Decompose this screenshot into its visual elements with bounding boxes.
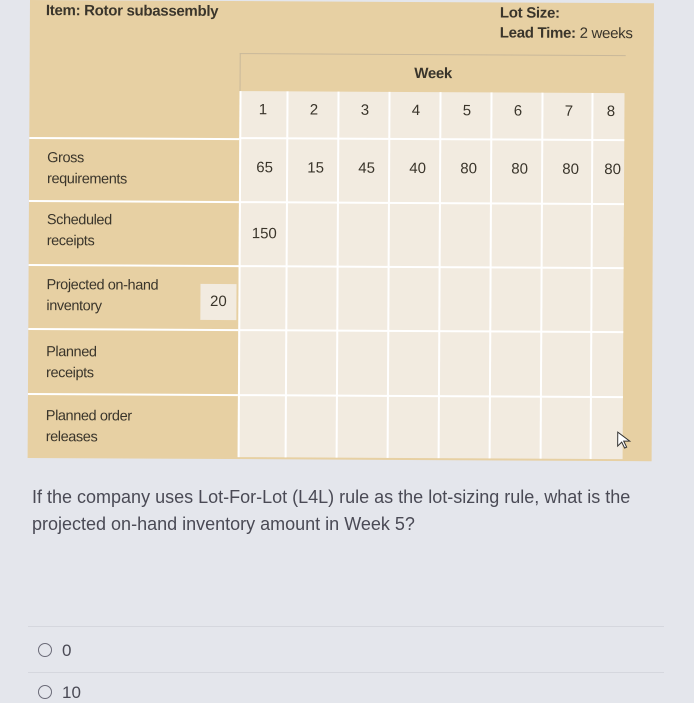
week-number: 4 [411, 102, 421, 120]
grid-line [238, 329, 623, 333]
grid-line [336, 92, 340, 458]
row-label-line: receipts [46, 365, 94, 382]
row-label-line: Scheduled [46, 212, 112, 229]
grid-line [489, 92, 493, 458]
mrp-grid [238, 91, 625, 459]
row-label-planned-releases [46, 406, 132, 448]
week-number: 6 [513, 102, 523, 120]
week-number: 7 [564, 102, 574, 120]
radio-button[interactable] [38, 643, 52, 657]
row-separator [28, 328, 238, 331]
grid-line [590, 93, 594, 459]
week-number: 2 [309, 101, 319, 119]
row-separator [28, 393, 238, 396]
row-label-line: Planned order [45, 408, 132, 425]
lead-time-label [500, 24, 633, 42]
row-separator [29, 137, 239, 140]
option-label: 10 [62, 683, 81, 702]
lot-size-label: Lot Size: [499, 4, 560, 22]
gross-req-cell: 80 [460, 160, 478, 178]
grid-line [238, 91, 242, 457]
row-separator [29, 200, 239, 203]
week-number: 8 [606, 103, 616, 121]
grid-line [285, 91, 289, 457]
lead-time-key: Lead Time: [499, 24, 576, 42]
option-label: 0 [62, 641, 72, 660]
week-number: 1 [258, 101, 268, 119]
grid-line [239, 201, 624, 205]
week-number: 3 [360, 101, 370, 119]
gross-req-cell: 15 [307, 159, 325, 177]
initial-inventory-cell: 20 [200, 284, 236, 320]
row-label-line: Projected on-hand [46, 277, 159, 294]
grid-line [239, 265, 624, 269]
row-label-gross [47, 148, 127, 190]
row-label-scheduled [47, 210, 112, 252]
question-text: If the company uses Lot-For-Lot (L4L) rule as the lot-sizing rule, what is the projected on-hand inventory amount in Week 5? [32, 487, 631, 534]
row-label-line: releases [45, 429, 98, 446]
lead-time-value: 2 weeks [579, 24, 633, 43]
row-label-line: requirements [47, 171, 127, 188]
row-label-line: receipts [46, 233, 95, 250]
grid-line [238, 394, 623, 398]
row-label-line: Gross [47, 150, 84, 167]
week-number: 5 [462, 102, 472, 120]
week-title: Week [414, 65, 453, 83]
row-label-line: inventory [46, 298, 102, 315]
gross-req-cell: 80 [562, 160, 580, 178]
grid-line [540, 93, 544, 459]
divider [28, 672, 664, 673]
row-label-line: Planned [46, 344, 97, 361]
answer-option[interactable] [38, 641, 71, 661]
item-label: Item: Rotor subassembly [45, 2, 219, 20]
row-separator [29, 264, 239, 267]
week-header [240, 53, 626, 94]
gross-req-cell: 80 [604, 161, 622, 179]
gross-req-cell: 45 [358, 159, 376, 177]
gross-req-cell: 40 [409, 159, 427, 178]
grid-line [239, 137, 624, 141]
grid-line [387, 92, 391, 458]
row-label-projected [46, 275, 158, 318]
gross-req-cell: 80 [511, 160, 529, 178]
scheduled-receipt-cell: 150 [251, 225, 277, 243]
mouse-cursor-icon [616, 431, 632, 449]
row-label-planned-receipts [46, 342, 97, 384]
gross-req-cell: 65 [256, 159, 274, 177]
divider [28, 626, 664, 627]
answer-option[interactable] [38, 683, 81, 703]
mrp-worksheet [28, 0, 654, 461]
radio-button[interactable] [38, 685, 52, 699]
grid-line [438, 92, 442, 458]
